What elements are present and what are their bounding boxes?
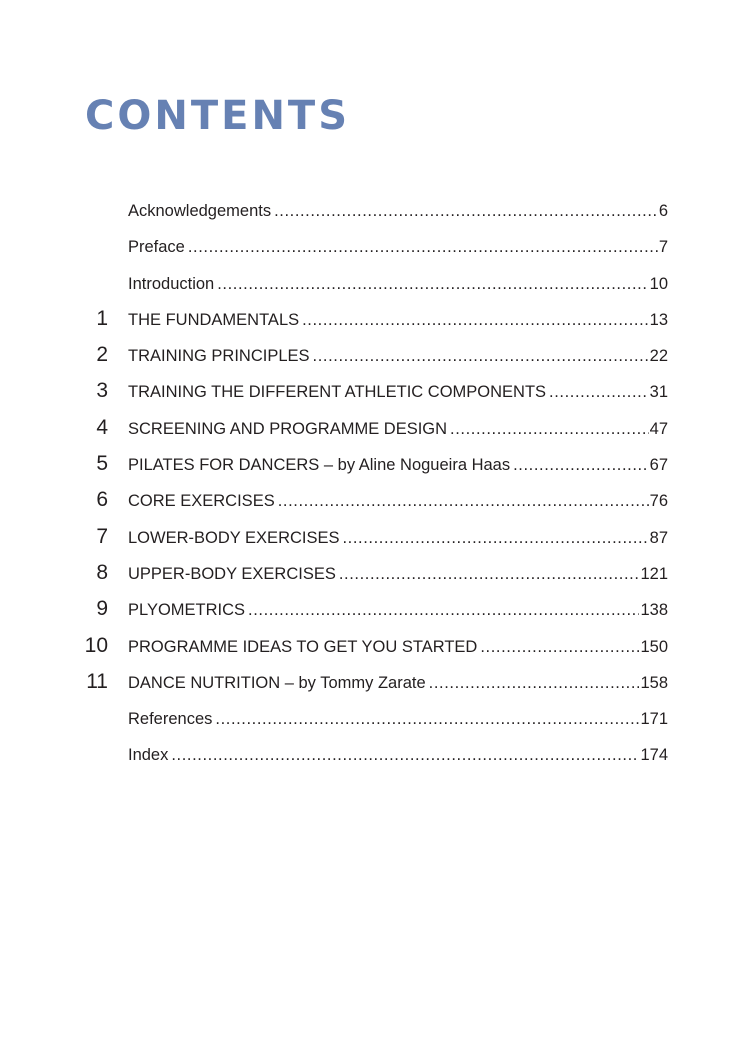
page-number: 22 [649,347,668,366]
entry-title: PLYOMETRICS [128,601,246,620]
toc-row-references[interactable] [0,701,744,737]
dot-leader [429,670,640,696]
chapter-number: 1 [96,306,108,330]
page-number: 174 [640,746,668,765]
chapter-number: 8 [96,560,108,584]
page-number: 31 [649,383,668,402]
page-number: 87 [649,528,668,547]
dot-leader [248,597,639,623]
page-number: 76 [649,492,668,511]
toc-row-introduction[interactable] [0,266,744,302]
entry-title: THE FUNDAMENTALS [128,310,300,329]
dot-leader [549,379,649,405]
dot-leader [313,343,649,369]
page-number: 158 [640,673,668,692]
entry-title: UPPER-BODY EXERCISES [128,564,336,583]
page-number: 138 [640,601,668,620]
toc-entry [128,343,668,369]
page-number: 7 [658,238,668,257]
dot-leader [450,416,649,442]
page-number: 171 [640,710,668,729]
dot-leader [339,561,640,587]
chapter-number: 11 [86,669,108,693]
dot-leader [480,634,639,660]
toc-row-chapter-11[interactable] [0,665,744,701]
chapter-number: 2 [96,343,108,367]
entry-title: PROGRAMME IDEAS TO GET YOU STARTED [128,637,478,656]
toc-entry [128,706,668,732]
page-number: 47 [649,419,668,438]
entry-title: DANCE NUTRITION – by Tommy Zarate [128,673,426,692]
toc-row-acknowledgements[interactable] [0,193,744,229]
toc-entry [128,561,668,587]
toc-entry [128,271,668,297]
page-number: 6 [658,202,668,220]
table-of-contents [0,193,744,774]
chapter-number: 10 [84,633,108,657]
page-number: 10 [649,274,668,293]
toc-entry [128,416,668,442]
entry-title: CORE EXERCISES [128,492,275,511]
page-number: 121 [640,564,668,583]
dot-leader [215,706,639,732]
toc-entry [128,742,668,768]
entry-title: Index [128,746,169,765]
dot-leader [217,271,648,297]
toc-entry [128,597,668,623]
page-number: 13 [649,310,668,329]
toc-entry [128,307,668,333]
toc-entry [128,198,668,224]
toc-entry [128,634,668,660]
toc-row-chapter-7[interactable] [0,520,744,556]
toc-entry [128,525,668,551]
dot-leader [171,742,639,768]
dot-leader [278,488,649,514]
entry-title: Introduction [128,274,215,293]
toc-entry [128,234,668,260]
toc-row-index[interactable] [0,737,744,773]
toc-entry [128,452,668,478]
dot-leader [274,198,658,224]
entry-title: SCREENING AND PROGRAMME DESIGN [128,419,448,438]
dot-leader [343,525,649,551]
toc-row-chapter-3[interactable] [0,374,744,410]
chapter-number: 9 [96,597,108,621]
chapter-number: 3 [96,379,108,403]
entry-title: References [128,710,213,729]
chapter-number: 6 [96,488,108,512]
toc-row-chapter-5[interactable] [0,447,744,483]
dot-leader [513,452,649,478]
toc-row-chapter-9[interactable] [0,592,744,628]
page-title: CONTENTS [85,93,351,139]
toc-row-chapter-1[interactable] [0,302,744,338]
toc-row-preface[interactable] [0,229,744,265]
entry-title: TRAINING THE DIFFERENT ATHLETIC COMPONENTS [128,383,547,402]
toc-row-chapter-10[interactable] [0,629,744,665]
chapter-number: 4 [96,415,108,439]
toc-entry [128,379,668,405]
toc-row-chapter-6[interactable] [0,483,744,519]
dot-leader [188,234,658,260]
toc-row-chapter-8[interactable] [0,556,744,592]
chapter-number: 5 [96,452,108,476]
entry-title: PILATES FOR DANCERS – by Aline Nogueira Haas [128,456,511,475]
dot-leader [302,307,649,333]
page-number: 67 [649,456,668,475]
toc-entry [128,488,668,514]
chapter-number: 7 [96,524,108,548]
toc-entry [128,670,668,696]
toc-row-chapter-2[interactable] [0,338,744,374]
entry-title: Acknowledgements [128,202,272,220]
entry-title: TRAINING PRINCIPLES [128,347,310,366]
entry-title: LOWER-BODY EXERCISES [128,528,340,547]
page-number: 150 [640,637,668,656]
toc-row-chapter-4[interactable] [0,411,744,447]
entry-title: Preface [128,238,185,257]
